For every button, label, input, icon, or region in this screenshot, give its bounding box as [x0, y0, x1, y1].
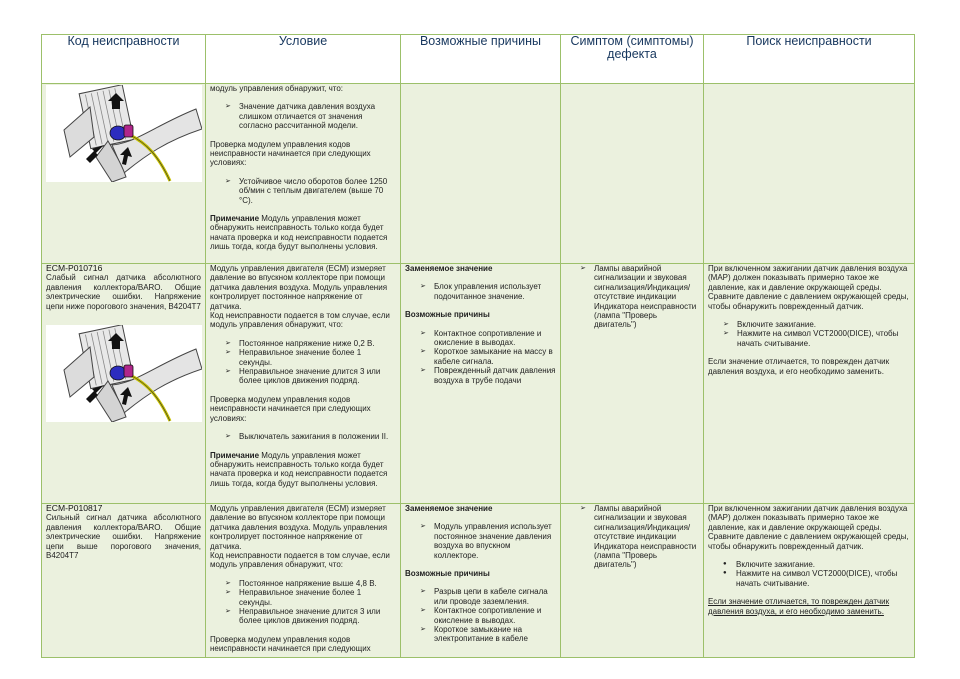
map-sensor-figure: [46, 85, 202, 182]
list-item: ➢ Неправильное значение более 1 секунды.: [225, 348, 396, 367]
table-row: [42, 84, 915, 264]
code-cell: [42, 504, 206, 658]
condition-list: [210, 339, 396, 386]
check-text: Проверка модулем управления кодов неисправности начинается при следующих: [210, 634, 371, 654]
search-intro: При включенном зажигании датчик давления воздуха (MAP) должен показывать примерно такое же давление, как и давление окружающей среды. Сравните давление с давлением окружающей среды, чтобы обнаружить поврежденный датчик.: [708, 264, 909, 311]
list-item: ➢ Неправильное значение более 1 секунды.: [225, 588, 396, 607]
condition-intro-2: Код неисправности подается в том случае, если модуль управления обнаружит, что:: [210, 311, 390, 330]
search-list: [708, 320, 910, 348]
note-text: Модуль управления может обнаружить неисправность только когда будет начата проверка и код неисправности подается лишь тогда, когда будут выполнены условия.: [210, 450, 388, 488]
search-cell: [704, 84, 915, 264]
check-list: [210, 432, 396, 441]
list-item: ➢ Лампы аварийной сигнализации и звуковая сигнализация/Индикация/отсутствие индикации Индикатора неисправности (лампа "Проверь двигатель"): [580, 504, 699, 570]
fault-code: ECM-P010817: [46, 503, 103, 513]
note-label: Примечание: [210, 450, 260, 460]
list-item: ➢ Значение датчика давления воздуха слишком отличается от значения согласно рассчитанной модели.: [225, 102, 396, 130]
search-list: [708, 560, 910, 588]
list-item: ➢ Блок управления использует подочитанное значение.: [420, 282, 556, 301]
condition-intro: Модуль управления двигателя (ECM) измеряет давление во впускном коллекторе при помощи датчика давления воздуха. Модуль управления контролирует постоянное напряжение от датчика.: [210, 504, 388, 551]
replaced-label: Заменяемое значение: [405, 504, 493, 513]
condition-list: [210, 579, 396, 626]
list-item: ● Включите зажигание.: [722, 560, 910, 569]
list-item: ➢ Контактное сопротивление и окисление в выводах.: [420, 329, 556, 348]
note-text: Модуль управления может обнаружить неисправность только когда будет начата проверка и код неисправности подается лишь тогда, когда будут выполнены условия.: [210, 214, 388, 252]
search-cell: [704, 264, 915, 504]
symptom-cell: [561, 84, 704, 264]
condition-cell: [206, 504, 401, 658]
search-intro: При включенном зажигании датчик давления воздуха (MAP) должен показывать примерно такое же давление, как и давление окружающей среды. Сравните давление с давлением окружающей среды, чтобы обнаружить поврежденный датчик.: [708, 504, 909, 551]
header-condition: Условие: [206, 35, 401, 84]
note-label: Примечание: [210, 214, 260, 224]
map-sensor-figure: [46, 325, 202, 422]
search-cell: [704, 504, 915, 658]
symptom-list: [565, 264, 699, 330]
list-item: ➢ Включите зажигание.: [723, 320, 910, 329]
fault-code: ECM-P010716: [46, 263, 103, 273]
check-text: Проверка модулем управления кодов неисправности начинается при следующих условиях:: [210, 139, 371, 168]
condition-intro: модуль управления обнаружит, что:: [210, 84, 343, 93]
list-item: ➢ Короткое замыкание на электропитание в кабеле: [420, 625, 556, 644]
list-item: ● Нажмите на символ VCT2000(DICE), чтобы начать считывание.: [722, 569, 910, 588]
replaced-list: [405, 522, 556, 560]
fault-code-table: [41, 34, 915, 658]
causes-list: [405, 329, 556, 385]
table-header-row: [42, 35, 915, 84]
code-cell: [42, 84, 206, 264]
replaced-label: Заменяемое значение: [405, 264, 493, 273]
list-item: ➢ Разрыв цепи в кабеле сигнала или проводе заземления.: [420, 587, 556, 606]
list-item: ➢ Выключатель зажигания в положении II.: [225, 432, 396, 441]
header-search: Поиск неисправности: [704, 35, 915, 84]
symptom-cell: [561, 264, 704, 504]
header-symptom: Симптом (симптомы) дефекта: [561, 35, 704, 84]
header-causes: Возможные причины: [401, 35, 561, 84]
symptom-cell: [561, 504, 704, 658]
list-item: ➢ Неправильное значение длится 3 или более циклов движения подряд.: [225, 367, 396, 386]
list-item: ➢ Постоянное напряжение ниже 0,2 В.: [225, 339, 396, 348]
list-item: ➢ Лампы аварийной сигнализации и звуковая сигнализация/Индикация/отсутствие индикации Индикатора неисправности (лампа "Проверь двигатель"): [580, 264, 699, 330]
causes-label: Возможные причины: [405, 310, 490, 320]
check-list: [210, 177, 396, 205]
fault-description: Сильный сигнал датчика абсолютного давления коллектора/BARO. Общие электрические ошибки. Напряжение цепи выше порогового значения, B4204T7: [46, 513, 201, 561]
header-code: Код неисправности: [42, 35, 206, 84]
list-item: ➢ Постоянное напряжение выше 4,8 В.: [225, 579, 396, 588]
search-outro: Если значение отличается, то поврежден датчик давления воздуха, и его необходимо заменить.: [708, 597, 890, 616]
check-text: Проверка модулем управления кодов неисправности начинается при следующих условиях:: [210, 394, 371, 423]
list-item: ➢ Нажмите на символ VCT2000(DICE), чтобы начать считывание.: [723, 329, 910, 348]
note: [210, 451, 396, 489]
search-outro: Если значение отличается, то поврежден датчик давления воздуха, и его необходимо заменить.: [708, 357, 890, 376]
code-cell: [42, 264, 206, 504]
note: [210, 214, 396, 252]
causes-cell: [401, 84, 561, 264]
causes-label: Возможные причины: [405, 569, 490, 579]
symptom-list: [565, 504, 699, 570]
list-item: ➢ Контактное сопротивление и окисление в выводах.: [420, 606, 556, 625]
condition-cell: [206, 84, 401, 264]
causes-cell: [401, 504, 561, 658]
list-item: ➢ Поврежденный датчик давления воздуха в трубе подачи: [420, 366, 556, 385]
list-item: ➢ Устойчивое число оборотов более 1250 об/мин с теплым двигателем (выше 70 °C).: [225, 177, 396, 205]
causes-list: [405, 587, 556, 643]
list-item: ➢ Неправильное значение длится 3 или более циклов движения подряд.: [225, 607, 396, 626]
condition-intro-2: Код неисправности подается в том случае, если модуль управления обнаружит, что:: [210, 551, 390, 570]
causes-cell: [401, 264, 561, 504]
list-item: ➢ Короткое замыкание на массу в кабеле сигнала.: [420, 347, 556, 366]
condition-intro: Модуль управления двигателя (ECM) измеряет давление во впускном коллекторе при помощи датчика давления воздуха. Модуль управления контролирует постоянное напряжение от датчика.: [210, 264, 388, 311]
condition-cell: [206, 264, 401, 504]
replaced-list: [405, 282, 556, 301]
table-row: [42, 504, 915, 658]
list-item: ➢ Модуль управления использует постоянное значение давления воздуха во впускном коллекторе.: [420, 522, 556, 560]
condition-list: [210, 102, 396, 130]
fault-description: Слабый сигнал датчика абсолютного давления коллектора/BARO. Общие электрические ошибки. Напряжение цепи ниже порогового значения, B4204T7: [46, 273, 201, 311]
table-row: [42, 264, 915, 504]
